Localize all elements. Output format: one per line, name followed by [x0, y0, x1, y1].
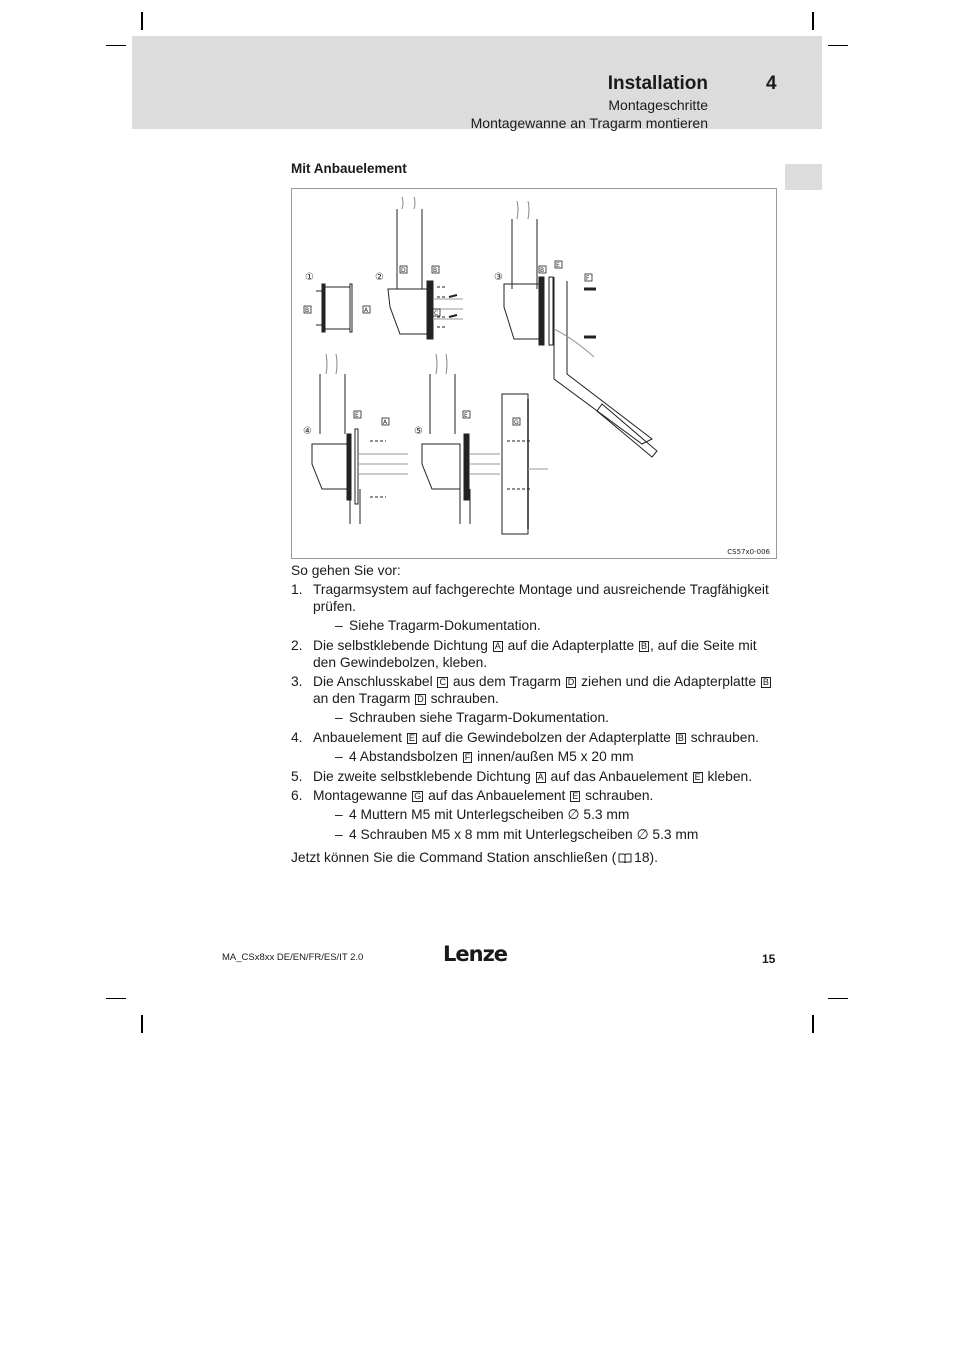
step-marker-1: ① — [305, 272, 314, 283]
crop-mark — [828, 45, 848, 46]
step-4: 4. Anbauelement E auf die Gewindebolzen der Adapterplatte B schrauben. – 4 Abstandsbolzen F innen/außen M5 x 20 mm — [291, 729, 781, 765]
svg-text:C: C — [434, 310, 439, 317]
part-label-b: B — [677, 733, 684, 743]
chapter-title: Installation — [607, 73, 708, 94]
section-subtitle: Montageschritte — [608, 97, 708, 113]
step2-arm — [388, 197, 463, 339]
crop-mark — [812, 12, 814, 30]
part-label-d: D — [567, 677, 575, 687]
part-label-a: A — [494, 641, 501, 651]
crop-mark — [812, 1015, 814, 1033]
step1-parts — [304, 284, 370, 332]
lenze-logo: Lenze — [443, 942, 508, 966]
step5-arm — [422, 354, 548, 534]
page-number: 15 — [762, 952, 776, 966]
part-label-e: E — [694, 772, 701, 782]
document-id: MA_CSx8xx DE/EN/FR/ES/IT 2.0 — [222, 952, 364, 963]
part-label-d: D — [417, 694, 424, 704]
svg-text:A: A — [364, 307, 369, 314]
part-label-b: B — [762, 677, 769, 687]
installation-figure — [291, 188, 777, 559]
step-marker-3: ③ — [494, 272, 503, 283]
step-6-note-nuts: – 4 Muttern M5 mit Unterlegscheiben ∅ 5.3 mm — [335, 807, 630, 822]
part-label-c: C — [439, 677, 446, 687]
step-5: 5. Die zweite selbstklebende Dichtung A auf das Anbauelement E kleben. — [291, 769, 753, 784]
step-text: Tragarmsystem auf fachgerechte Montage und ausreichende Tragfähigkeit prüfen. — [313, 582, 769, 614]
crop-mark — [141, 12, 143, 30]
step-number: 1. — [291, 582, 303, 597]
part-label-b: B — [641, 641, 648, 651]
crop-mark — [106, 45, 126, 46]
step-3-note: – Schrauben siehe Tragarm-Dokumentation. — [335, 710, 609, 725]
chapter-number: 4 — [766, 73, 777, 94]
step-marker-2: ② — [375, 272, 384, 283]
step-4-note: – 4 Abstandsbolzen F innen/außen M5 x 20 mm — [335, 749, 634, 764]
step-1 — [291, 581, 781, 634]
step-list — [291, 581, 781, 843]
svg-text:A: A — [383, 419, 388, 426]
section-subtitle-detail: Montagewanne an Tragarm montieren — [470, 115, 708, 131]
chapter-side-tab — [785, 164, 822, 190]
book-icon — [618, 853, 632, 863]
page-reference-link[interactable]: 18). — [634, 850, 658, 865]
step-1-note: – Siehe Tragarm-Dokumentation. — [335, 618, 541, 633]
instructions — [291, 562, 781, 880]
crop-mark — [828, 998, 848, 999]
step-marker-5: ⑤ — [414, 426, 423, 437]
svg-text:E: E — [556, 262, 560, 269]
figure-code: CS57x0-006 — [727, 548, 770, 556]
installation-drawing — [292, 189, 778, 560]
part-label-a: A — [537, 772, 544, 782]
part-label-e: E — [408, 733, 415, 743]
step-6: 6. Montagewanne G auf das Anbauelement E schrauben. – 4 Muttern M5 mit Unterlegscheiben ∅ 5.3 mm – 4 Schrauben M5 x 8 mm mit Unterlegscheiben ∅ 5.3 mm — [291, 787, 781, 843]
step4-arm — [312, 354, 408, 524]
step-marker-4: ④ — [303, 426, 312, 437]
crop-mark — [141, 1015, 143, 1033]
part-label-f: F — [464, 752, 471, 762]
step-3: 3. Die Anschlusskabel C aus dem Tragarm D ziehen und die Adapterplatte B an den Tragarm D schrauben. – Schrauben siehe Tragarm-Dokumentation. — [291, 673, 781, 726]
part-label-e: E — [572, 791, 579, 801]
step3-arm — [504, 201, 657, 457]
svg-text:D: D — [401, 267, 406, 274]
svg-text:E: E — [464, 412, 468, 419]
crop-mark — [106, 998, 126, 999]
svg-text:F: F — [586, 275, 590, 282]
outro-text: Jetzt können Sie die Command Station anschließen ( 18). — [291, 850, 658, 865]
svg-text:G: G — [514, 419, 519, 426]
intro-text: So gehen Sie vor: — [291, 563, 401, 578]
svg-text:B: B — [305, 307, 310, 314]
step-6-note-screws: – 4 Schrauben M5 x 8 mm mit Unterlegscheiben ∅ 5.3 mm — [335, 827, 699, 842]
svg-text:B: B — [540, 267, 545, 274]
svg-text:B: B — [433, 267, 438, 274]
section-heading: Mit Anbauelement — [291, 161, 407, 176]
svg-text:E: E — [355, 412, 359, 419]
step-2: 2. Die selbstklebende Dichtung A auf die Adapterplatte B , auf die Seite mit den Gewindebolzen, kleben. — [291, 638, 757, 670]
part-label-g: G — [414, 791, 422, 801]
